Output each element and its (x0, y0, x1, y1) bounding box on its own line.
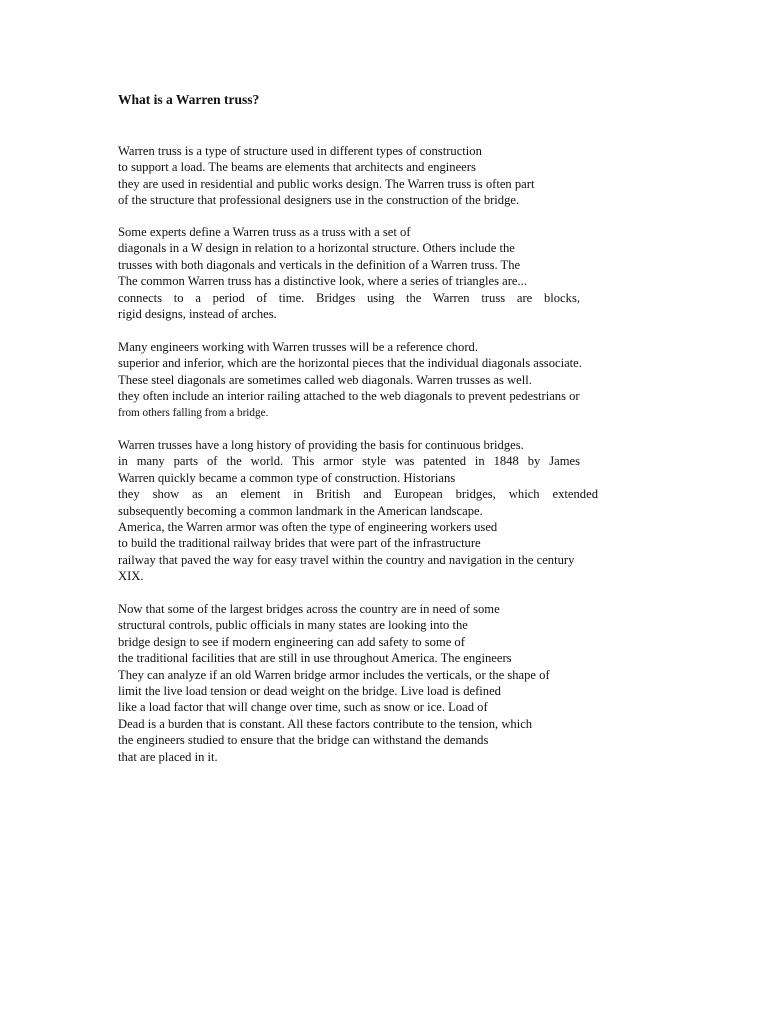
paragraph-line: Warren truss is a type of structure used in different types of construction (118, 144, 482, 158)
paragraph-line: superior and inferior, which are the horizontal pieces that the individual diagonals associate. (118, 356, 582, 371)
paragraph-line: Dead is a burden that is constant. All these factors contribute to the tension, which (118, 716, 533, 731)
paragraph-line: limit the live load tension or dead weight on the bridge. Live load is defined (118, 684, 501, 699)
paragraph-line: They can analyze if an old Warren bridge armor includes the verticals, or the shape of (118, 667, 550, 682)
paragraph-line: from others falling from a bridge. (118, 406, 269, 419)
paragraph-line: rigid designs, instead of arches. (118, 307, 277, 322)
paragraph-line: they are used in residential and public works design. The Warren truss is often part (118, 176, 535, 191)
paragraph-2 (118, 224, 580, 322)
paragraph-line: The common Warren truss has a distinctive look, where a series of triangles are... (118, 274, 527, 289)
paragraph-line: Many engineers working with Warren trusses will be a reference chord. (118, 340, 478, 354)
paragraph-line: subsequently becoming a common landmark in the American landscape. (118, 503, 483, 518)
paragraph-3 (118, 339, 582, 421)
paragraph-1 (118, 143, 534, 209)
document-title: What is a Warren truss? (118, 92, 260, 107)
paragraph-line: the engineers studied to ensure that the bridge can withstand the demands (118, 733, 489, 748)
paragraph-line: to support a load. The beams are elements that architects and engineers (118, 160, 476, 175)
paragraph-line: These steel diagonals are sometimes called web diagonals. Warren trusses as well. (118, 372, 532, 387)
paragraph-line: Now that some of the largest bridges across the country are in need of some (118, 602, 500, 616)
paragraph-line: connects to a period of time. Bridges using the Warren truss are blocks, (118, 290, 580, 305)
paragraph-line: Some experts define a Warren truss as a truss with a set of (118, 225, 411, 239)
paragraph-line: the traditional facilities that are still in use throughout America. The engineers (118, 651, 512, 666)
paragraph-line: like a load factor that will change over time, such as snow or ice. Load of (118, 700, 488, 715)
paragraph-line: in many parts of the world. This armor style was patented in 1848 by James (118, 454, 580, 469)
paragraph-line: they show as an element in British and European bridges, which extended (118, 487, 598, 502)
paragraph-line: trusses with both diagonals and verticals in the definition of a Warren truss. The (118, 257, 521, 272)
paragraph-line: structural controls, public officials in many states are looking into the (118, 618, 468, 633)
paragraph-line: of the structure that professional designers use in the construction of the bridge. (118, 193, 520, 208)
paragraph-line: railway that paved the way for easy travel within the country and navigation in the century (118, 552, 575, 567)
paragraph-line: that are placed in it. (118, 749, 218, 764)
paragraph-line: diagonals in a W design in relation to a horizontal structure. Others include the (118, 241, 515, 256)
paragraph-line: they often include an interior railing attached to the web diagonals to prevent pedestrians or (118, 389, 580, 404)
paragraph-line: Warren trusses have a long history of providing the basis for continuous bridges. (118, 438, 524, 452)
paragraph-line: America, the Warren armor was often the type of engineering workers used (118, 520, 498, 535)
paragraph-line: Warren quickly became a common type of construction. Historians (118, 470, 456, 485)
paragraph-line: to build the traditional railway brides that were part of the infrastructure (118, 536, 481, 551)
paragraph-line: XIX. (118, 569, 144, 584)
paragraph-line: bridge design to see if modern engineering can add safety to some of (118, 634, 465, 649)
paragraph-5 (118, 601, 550, 765)
paragraph-4 (118, 437, 598, 585)
